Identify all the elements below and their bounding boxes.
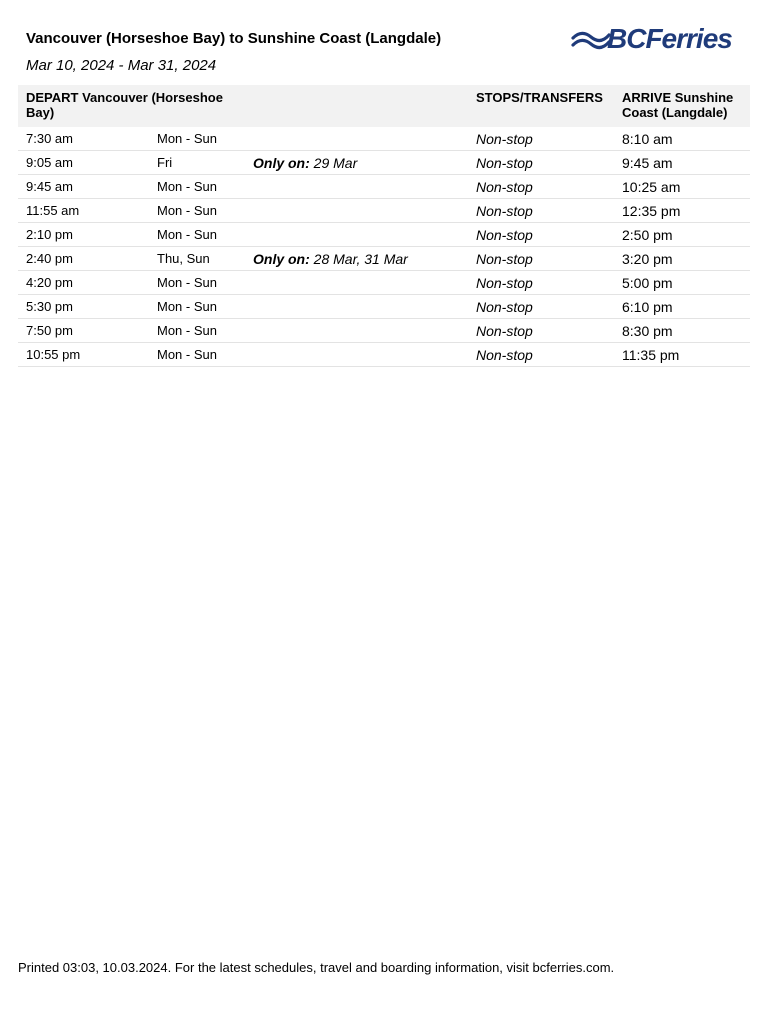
days: Thu, Sun: [149, 247, 245, 271]
depart-time: 11:55 am: [18, 199, 149, 223]
note: [245, 175, 468, 199]
logo-text: BCFerries: [607, 23, 732, 54]
note: [245, 295, 468, 319]
days: Mon - Sun: [149, 223, 245, 247]
depart-time: 2:10 pm: [18, 223, 149, 247]
note: [245, 247, 468, 271]
stops: Non-stop: [468, 343, 614, 367]
note: [245, 127, 468, 151]
note-dates: 28 Mar, 31 Mar: [313, 250, 408, 267]
arrive-time: 2:50 pm: [614, 223, 750, 247]
note-label: Only on:: [253, 250, 310, 267]
note: [245, 343, 468, 367]
table-row: [18, 343, 750, 367]
stops: Non-stop: [468, 175, 614, 199]
stops: Non-stop: [468, 127, 614, 151]
arrive-time: 5:00 pm: [614, 271, 750, 295]
note: [245, 319, 468, 343]
depart-time: 7:50 pm: [18, 319, 149, 343]
days: Mon - Sun: [149, 175, 245, 199]
stops-column-header: STOPS/TRANSFERS: [468, 85, 614, 127]
arrive-time: 9:45 am: [614, 151, 750, 175]
arrive-column-header: ARRIVE Sunshine Coast (Langdale): [614, 85, 750, 127]
depart-time: 9:05 am: [18, 151, 149, 175]
table-row: [18, 295, 750, 319]
stops: Non-stop: [468, 247, 614, 271]
note: [245, 151, 468, 175]
depart-time: 10:55 pm: [18, 343, 149, 367]
depart-time: 4:20 pm: [18, 271, 149, 295]
stops: Non-stop: [468, 319, 614, 343]
stops: Non-stop: [468, 295, 614, 319]
table-row: [18, 127, 750, 151]
days: Mon - Sun: [149, 319, 245, 343]
note-column-header: [245, 85, 468, 127]
table-row: [18, 175, 750, 199]
depart-time: 5:30 pm: [18, 295, 149, 319]
arrive-time: 10:25 am: [614, 175, 750, 199]
date-range: Mar 10, 2024 - Mar 31, 2024: [26, 57, 217, 74]
footer-note: Printed 03:03, 10.03.2024. For the latest schedules, travel and boarding information, visit bcferries.com.: [18, 960, 615, 975]
note: [245, 223, 468, 247]
depart-column-header: DEPART Vancouver (Horseshoe Bay): [18, 85, 245, 127]
stops: Non-stop: [468, 223, 614, 247]
arrive-time: 11:35 pm: [614, 343, 750, 367]
stops: Non-stop: [468, 199, 614, 223]
note: [245, 199, 468, 223]
arrive-time: 3:20 pm: [614, 247, 750, 271]
days: Fri: [149, 151, 245, 175]
page-title: Vancouver (Horseshoe Bay) to Sunshine Coast (Langdale): [26, 30, 442, 47]
table-row: [18, 151, 750, 175]
days: Mon - Sun: [149, 271, 245, 295]
arrive-time: 12:35 pm: [614, 199, 750, 223]
note-dates: 29 Mar: [313, 154, 358, 171]
depart-time: 9:45 am: [18, 175, 149, 199]
table-row: [18, 199, 750, 223]
depart-time: 2:40 pm: [18, 247, 149, 271]
days: Mon - Sun: [149, 343, 245, 367]
note: [245, 271, 468, 295]
table-header-row: [18, 85, 750, 127]
table-row: [18, 319, 750, 343]
stops: Non-stop: [468, 151, 614, 175]
days: Mon - Sun: [149, 127, 245, 151]
depart-time: 7:30 am: [18, 127, 149, 151]
arrive-time: 8:10 am: [614, 127, 750, 151]
bcferries-logo: [571, 22, 751, 56]
note-label: Only on:: [253, 154, 310, 171]
arrive-time: 6:10 pm: [614, 295, 750, 319]
table-row: [18, 271, 750, 295]
table-row: [18, 247, 750, 271]
stops: Non-stop: [468, 271, 614, 295]
days: Mon - Sun: [149, 199, 245, 223]
arrive-time: 8:30 pm: [614, 319, 750, 343]
wave-icon: [571, 26, 611, 52]
schedule-table: [18, 85, 750, 367]
table-row: [18, 223, 750, 247]
days: Mon - Sun: [149, 295, 245, 319]
